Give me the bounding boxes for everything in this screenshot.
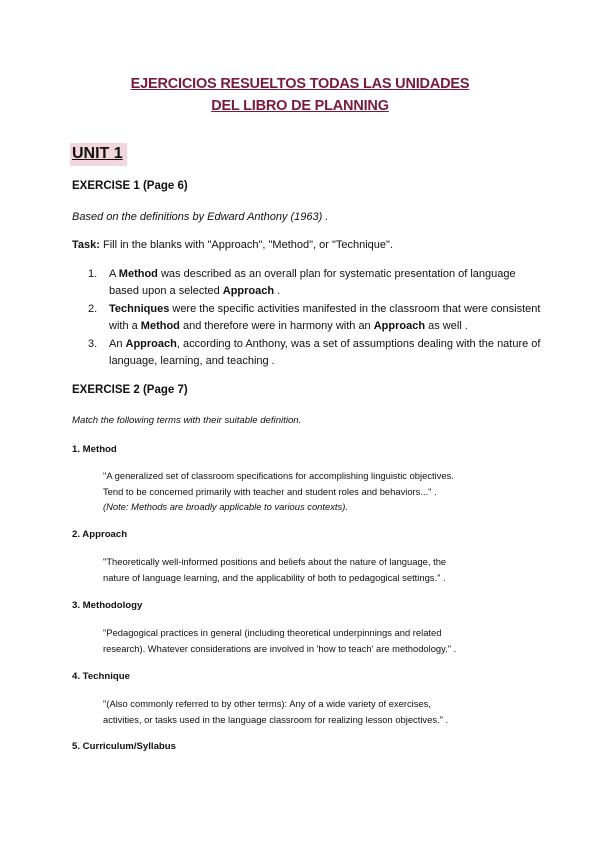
item-text: was described as an overall plan for systematic presentation of language based upon a selected [109,268,516,297]
item-text: were the specific activities manifested in the classroom that were consistent with a [109,303,541,332]
term-method-definition [103,468,543,515]
term-curriculum-label: 5. Curriculum/Syllabus [72,741,176,752]
task-text: Fill in the blanks with "Approach", "Method", or "Technique". [99,239,393,251]
term-approach-label: 2. Approach [72,529,128,540]
exercise-2-heading: EXERCISE 2 (Page 7) [72,384,188,396]
exercise-1-heading: EXERCISE 1 (Page 6) [72,180,188,192]
definition-line: "(Also commonly referred to by other terms): Any of a wide variety of exercises, [103,698,431,709]
term-method-label: 1. Method [72,444,117,455]
task-label: Task: [72,239,100,251]
item-number: 1. [88,268,98,280]
document-title-line-2: DEL LIBRO DE PLANNING [211,98,389,114]
list-item [88,336,548,370]
item-number: 2. [88,303,98,315]
item-text: , according to Anthony, was a set of assumptions dealing with the nature of language, learning, and teaching . [109,338,541,367]
item-text: as well . [425,320,468,332]
exercise-1-task [72,239,393,251]
item-answer: Approach [222,285,275,297]
definition-line: "Theoretically well-informed positions and beliefs about the nature of language, the [103,556,447,567]
item-number: 3. [88,338,98,350]
item-text: An [109,338,126,350]
definition-line: activities, or tasks used in the language classroom for realizing lesson objectives." . [103,713,449,725]
definition-note: (Note: Methods are broadly applicable to various contexts). [103,501,348,512]
term-methodology-label: 3. Methodology [72,600,143,611]
list-item [88,301,548,335]
item-answer: Method [140,320,180,332]
item-text: A [109,268,119,280]
exercise-1-answers [88,266,548,371]
item-answer: Method [118,268,158,280]
item-answer: Approach [373,320,426,332]
term-technique-definition [103,696,543,727]
term-methodology-definition [103,625,543,656]
document-title-line-1: EJERCICIOS RESUELTOS TODAS LAS UNIDADES [130,76,470,92]
unit-heading: UNIT 1 [70,143,127,166]
term-technique-label: 4. Technique [72,671,130,682]
exercise-2-instruction: Match the following terms with their suitable definition. [72,415,302,426]
item-text: . [274,285,281,297]
item-answer: Approach [125,338,177,350]
definition-line: "A generalized set of classroom specifications for accomplishing linguistic objectives. [103,470,454,481]
definition-line: nature of language learning, and the applicability of both to pedagogical settings." . [103,571,446,583]
definition-line: research). Whatever considerations are involved in 'how to teach' are methodology." . [103,642,457,654]
term-approach-definition [103,554,543,585]
item-text: and therefore were in harmony with an [179,320,374,332]
definition-line: Tend to be concerned primarily with teacher and student roles and behaviors..." . [103,485,437,497]
list-item [88,266,548,300]
exercise-1-source: Based on the definitions by Edward Anthony (1963) . [72,211,329,223]
definition-line: "Pedagogical practices in general (including theoretical underpinnings and related [103,627,442,638]
item-answer: Techniques [109,303,170,315]
